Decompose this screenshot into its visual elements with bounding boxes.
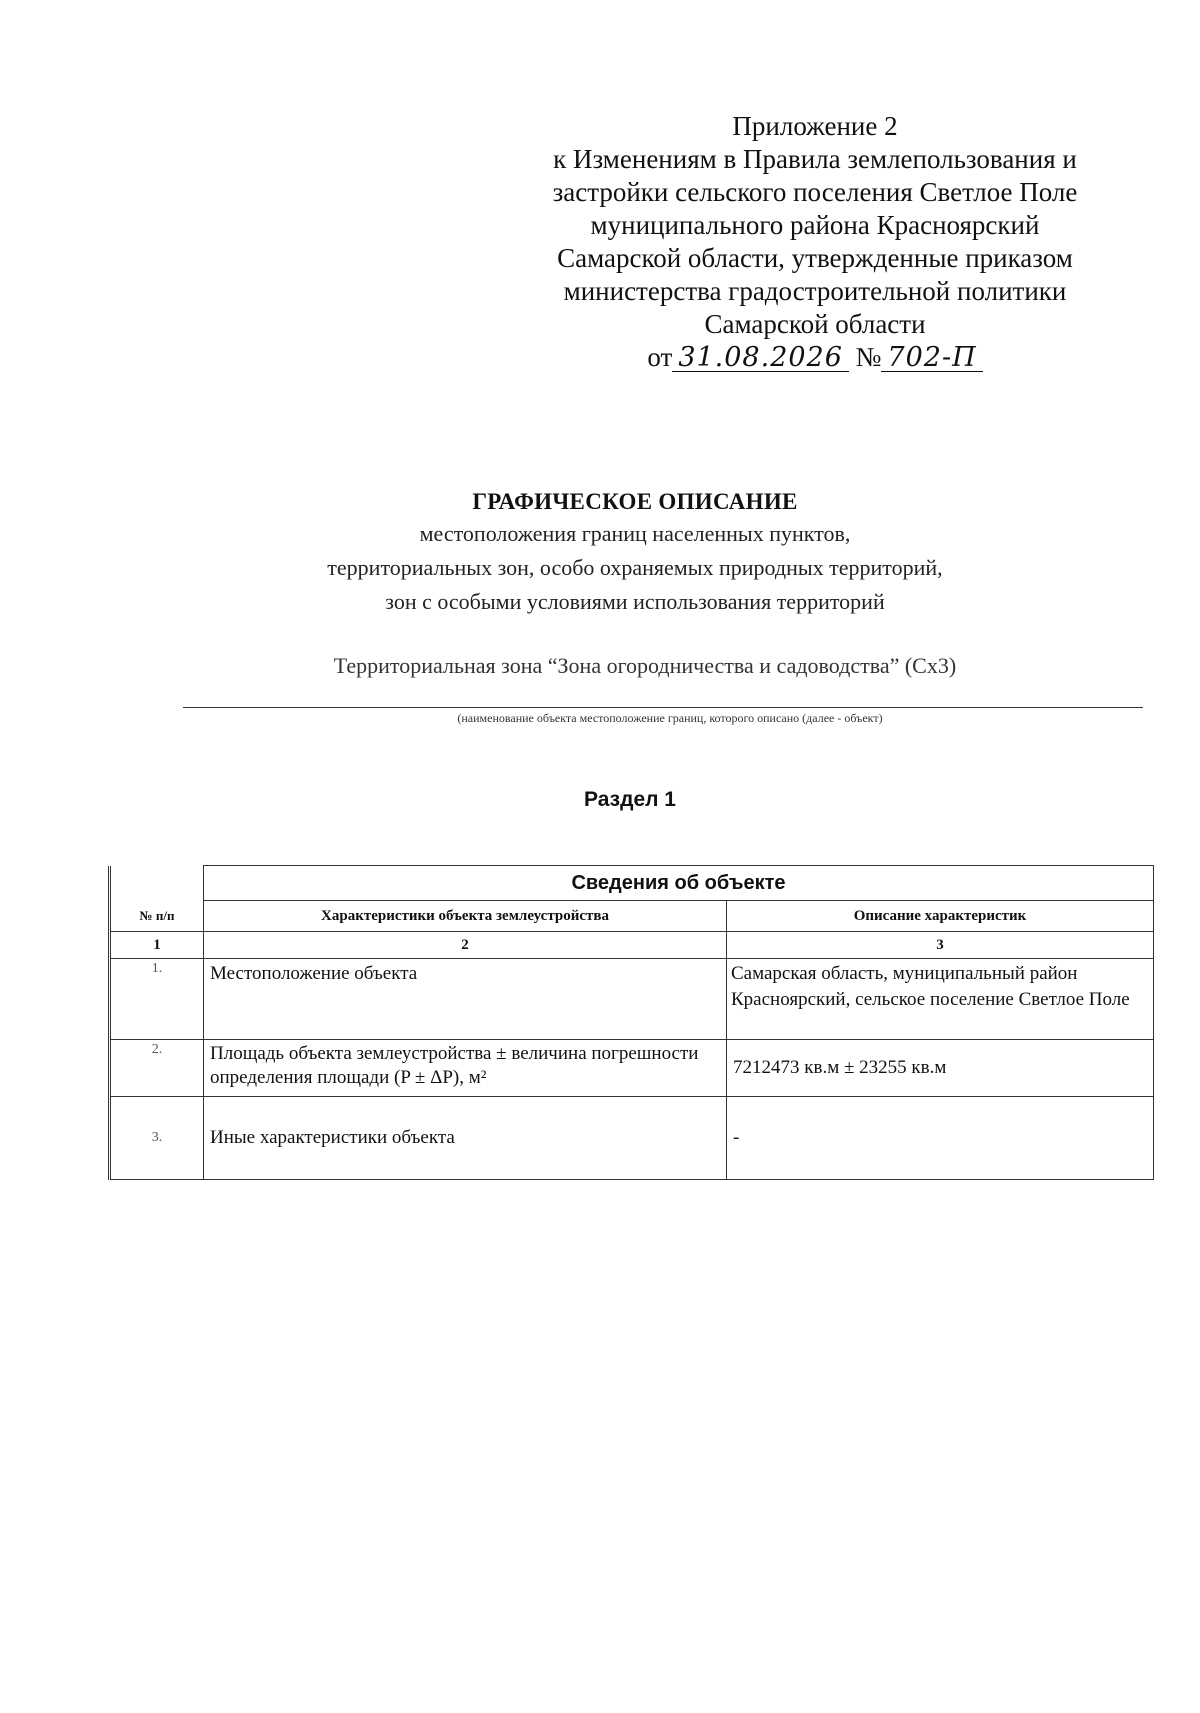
object-name: Территориальная зона “Зона огородничества и садоводства” (Сх3) [333,653,957,678]
title-subline: зон с особыми условиями использования территорий [385,589,885,614]
row-description: - [727,1097,1154,1180]
row-description: 7212473 кв.м ± 23255 кв.м [727,1040,1154,1097]
column-number: 3 [727,932,1154,959]
row-number: 3. [110,1097,204,1180]
appendix-line: Самарской области [704,309,926,339]
date-prefix: от [647,342,673,372]
table-row [110,1097,1154,1180]
object-info-table [108,865,1154,1180]
column-header-description: Описание характеристик [727,901,1154,932]
row-number: 2. [110,1040,204,1097]
table-corner [110,866,204,901]
table-caption: Сведения об объекте [204,866,1154,901]
column-number: 1 [110,932,204,959]
row-characteristic: Иные характеристики объекта [204,1097,727,1180]
table-row [110,1040,1154,1097]
order-date: 31.08.2026 [672,345,849,372]
appendix-line: Приложение 2 [732,111,898,141]
title-subline: территориальных зон, особо охраняемых природных территорий, [327,555,943,580]
appendix-line: застройки сельского поселения Светлое Поле [552,177,1078,207]
title-subline: местоположения границ населенных пунктов, [419,521,851,546]
order-date-line [520,341,1110,374]
table-row [110,959,1154,1040]
column-header-characteristic: Характеристики объекта землеустройства [204,901,727,932]
row-characteristic: Площадь объекта землеустройства ± величина погрешности определения площади (P ± ΔP), м² [204,1040,727,1097]
object-name-underline [183,707,1143,708]
column-number: 2 [204,932,727,959]
appendix-header [520,110,1110,374]
document-title-block [160,487,1110,619]
column-header-num: № п/п [110,901,204,932]
order-number: 702-П [881,345,982,372]
row-characteristic: Местоположение объекта [204,959,727,1040]
appendix-line: к Изменениям в Правила землепользования и [553,144,1077,174]
appendix-line: муниципального района Красноярский [590,210,1040,240]
appendix-line: министерства градостроительной политики [563,276,1067,306]
object-name-caption: (наименование объекта местоположение границ, которого описано (далее - объект) [457,711,883,725]
row-number: 1. [110,959,204,1040]
number-prefix: № [855,342,882,372]
appendix-line: Самарской области, утвержденные приказом [557,243,1073,273]
document-title: ГРАФИЧЕСКОЕ ОПИСАНИЕ [472,489,798,514]
row-description: Самарская область, муниципальный район Красноярский, сельское поселение Светлое Поле [727,959,1154,1040]
section-title: Раздел 1 [584,788,676,811]
